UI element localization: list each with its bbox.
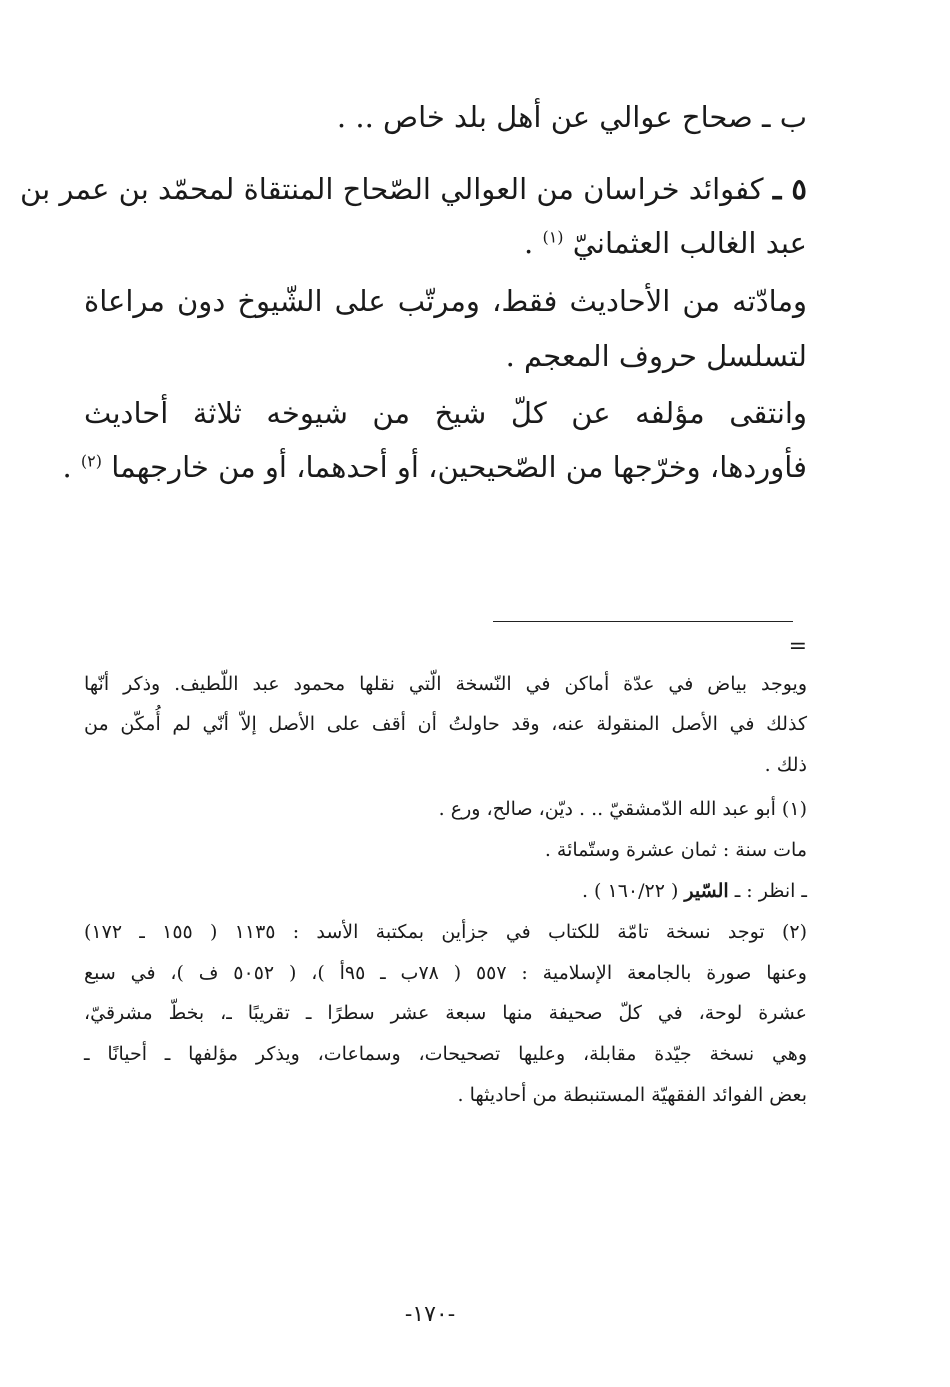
page-number: -١٧٠- [404,1302,456,1327]
line-b [337,100,807,134]
item-5-text-2: عبد الغالب العثمانيّ [572,226,807,260]
para-3-line-1 [84,396,807,430]
footnote-1-line-1 [439,798,807,820]
footnote-2-line-4 [84,1043,807,1065]
footnote-separator [493,621,793,622]
footnote-continuation-text-3: ذلك . [764,754,807,776]
footnote-continuation-text-1: ويوجد بياض في عدّة أماكن في النّسخة الّتي نقلها محمود عبد اللّطيف. وذكر أنّها [84,673,807,695]
footnote-1-source-title: السّير [684,880,729,902]
footnote-1-source-ref: ( ١٦٠/٢٢ ) . [581,880,679,902]
para-3-text-1: وانتقى مؤلفه عن كلّ شيخ من شيوخه ثلاثة أحاديث [84,396,807,430]
footnote-2-text-2: وعنها صورة بالجامعة الإسلامية : ٥٥٧ ( ٧٨ب ـ ٩٥أ )، ( ٥٠٥٢ ف )، في سبع [84,962,807,984]
footnote-1-see-label: ـ انظر : ـ [734,880,807,902]
para-3-line-2 [62,450,807,484]
item-5-number: ٥ ـ [772,172,807,206]
item-5-text-1: كفوائد خراسان من العوالي الصّحاح المنتقاة لمحمّد بن عمر بن [20,172,764,206]
para-2-line-1 [84,284,807,318]
footnote-1-line-2 [545,839,807,861]
footnote-2-line-5 [458,1084,807,1106]
item-5-line-1 [20,172,807,206]
para-3-text-2: فأوردها، وخرّجها من الصّحيحين، أو أحدهما، أو من خارجهما [111,450,807,484]
para-2-text-1: ومادّته من الأحاديث فقط، ومرتّب على الشّيوخ دون مراعاة [84,284,807,318]
para-2-line-2 [506,339,807,373]
footnote-1-line-3 [582,880,807,902]
footnote-1-text-1: (١) أبو عبد الله الدّمشقيّ .. . ديّن، صالح، ورع . [438,798,807,820]
footnote-continuation-line-3 [765,754,807,776]
footnote-ref-1[interactable]: (١) [542,227,564,247]
footnote-continuation-text-2: كذلك في الأصل المنقولة عنه، وقد حاولتُ أن أقف على الأصل إلاّ أنّي لم أُمكّن من [84,713,807,735]
footnote-2-line-3 [84,1002,807,1024]
footnote-continuation-line-2 [84,713,807,735]
footnote-2-line-2 [84,962,807,984]
para-3-period: . [62,450,72,484]
footnote-2-text-4: وهي نسخة جيّدة مقابلة، وعليها تصحيحات، وسماعات، ويذكر مؤلفها ـ أحيانًا ـ [84,1043,807,1065]
footnote-2-line-1 [84,921,807,943]
footnote-1-text-2: مات سنة : ثمان عشرة وستّمائة . [544,839,807,861]
continuation-mark [789,634,807,659]
footnote-continuation-line-1 [84,673,807,695]
footnote-2-text-5: بعض الفوائد الفقهيّة المستنبطة من أحاديثها . [457,1084,807,1106]
item-5-line-2 [524,226,807,260]
para-2-text-2: لتسلسل حروف المعجم . [505,339,807,373]
continuation-mark-text: = [788,634,807,659]
footnote-ref-2[interactable]: (٢) [80,451,102,471]
footnote-2-text-3: عشرة لوحة، في كلّ صحيفة منها سبعة عشر سطرًا ـ تقريبًا ـ، بخطّ مشرقيّ، [84,1002,807,1024]
footnote-2-text-1: (٢) توجد نسخة تامّة للكتاب في جزأين بمكتبة الأسد : ١١٣٥ ( ١٥٥ ـ ١٧٢) [84,921,807,943]
line-b-text: ب ـ صحاح عوالي عن أهل بلد خاص .. . [336,100,807,134]
item-5-period: . [524,226,534,260]
